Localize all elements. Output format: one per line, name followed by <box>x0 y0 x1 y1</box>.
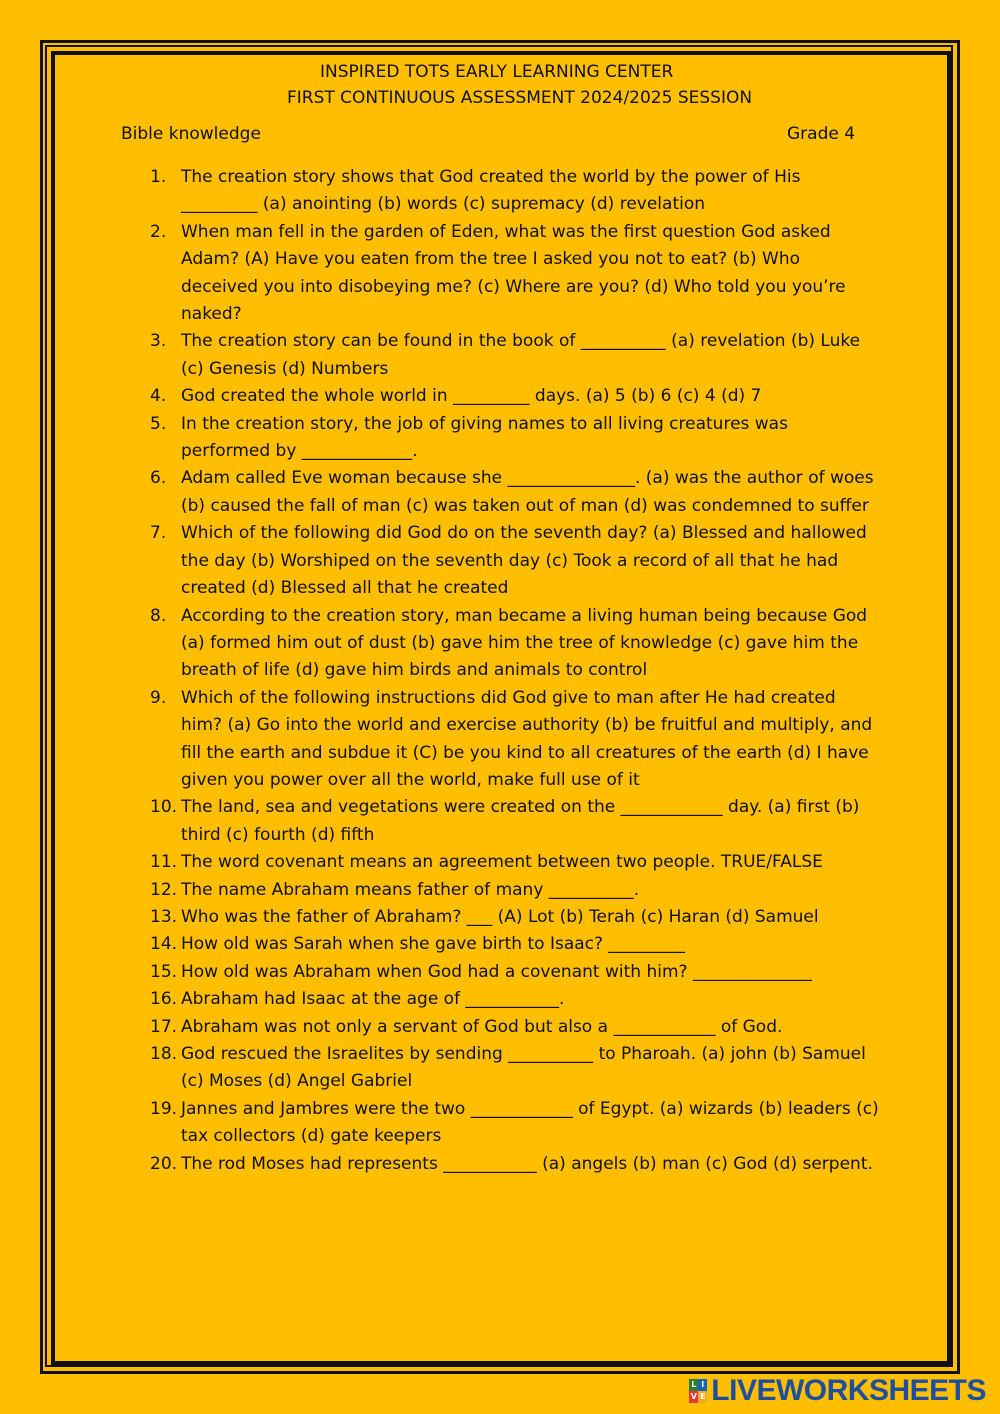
question-item <box>150 685 880 795</box>
question-item <box>150 328 880 383</box>
question-text: How old was Sarah when she gave birth to Isaac? _________ <box>181 934 685 955</box>
question-text: The land, sea and vegetations were created on the ____________ day. (a) first (b) third (c) fourth (d) fifth <box>181 797 860 845</box>
question-text: When man fell in the garden of Eden, what was the first question God asked Adam? (A) Have you eaten from the tree I asked you not to eat? (b) Who deceived you into disobeying me? (c) Where are you? (d) Who told you you’re naked? <box>181 221 846 325</box>
assessment-title: FIRST CONTINUOUS ASSESSMENT 2024/2025 SESSION <box>287 88 753 108</box>
question-number: 20. <box>150 1153 178 1174</box>
question-number: 17. <box>150 1016 178 1037</box>
question-text: The name Abraham means father of many __________. <box>181 879 640 900</box>
question-item <box>150 986 880 1013</box>
question-text: The creation story can be found in the book of __________ (a) revelation (b) Luke (c) Genesis (d) Numbers <box>181 331 861 379</box>
question-number: 11. <box>150 852 178 873</box>
question-text: Abraham was not only a servant of God but also a ____________ of God. <box>181 1016 783 1037</box>
question-number: 18. <box>150 1044 178 1064</box>
liveworksheets-brand[interactable] <box>689 1374 986 1408</box>
question-item <box>150 219 880 329</box>
question-number: 13. <box>150 906 178 927</box>
question-number: 3. <box>150 331 167 352</box>
question-number: 14. <box>150 934 178 955</box>
question-item <box>150 1151 880 1178</box>
question-text: According to the creation story, man became a living human being because God (a) formed him out of dust (b) gave him the tree of knowledge (c) gave him the breath of life (d) gave him birds and animals to control <box>181 605 868 681</box>
liveworksheets-logo-icon <box>689 1379 707 1403</box>
question-item <box>150 603 880 685</box>
question-item <box>150 849 880 876</box>
question-text: In the creation story, the job of giving names to all living creatures was performed by _____________. <box>181 413 788 462</box>
question-item <box>150 904 880 931</box>
question-number: 12. <box>150 879 178 900</box>
question-text: The word covenant means an agreement between two people. TRUE/FALSE <box>181 852 823 873</box>
question-item <box>150 931 880 958</box>
question-number: 5. <box>150 413 167 434</box>
question-item <box>150 877 880 904</box>
question-number: 8. <box>150 605 167 626</box>
question-text: Which of the following instructions did God give to man after He had created him? (a) Go into the world and exercise authority (b) be fruitful and multiply, and fill the earth and subdue it (C) be you kind to all creatures of the earth (d) I have given you power over all the world, make full use of it <box>181 687 873 790</box>
question-text: The creation story shows that God created the world by the power of His _________ (a) anointing (b) words (c) supremacy (d) revelation <box>181 167 801 215</box>
question-text: The rod Moses had represents ___________ (a) angels (b) man (c) God (d) serpent. <box>181 1153 873 1174</box>
school-name: INSPIRED TOTS EARLY LEARNING CENTER <box>320 62 674 82</box>
question-text: Jannes and Jambres were the two ____________ of Egypt. (a) wizards (b) leaders (c) tax collectors (d) gate keepers <box>181 1098 879 1147</box>
question-number: 19. <box>150 1098 178 1119</box>
question-item <box>150 520 880 602</box>
question-number: 16. <box>150 989 178 1010</box>
logo-letter: E <box>700 1392 706 1401</box>
question-list <box>150 164 880 1178</box>
logo-letter: V <box>690 1392 697 1401</box>
question-number: 7. <box>150 523 167 544</box>
question-item <box>150 1041 880 1096</box>
question-number: 6. <box>150 468 167 489</box>
question-number: 1. <box>150 167 167 187</box>
question-number: 15. <box>150 961 178 982</box>
question-number: 10. <box>150 797 178 818</box>
question-item <box>150 465 880 520</box>
question-item <box>150 164 880 219</box>
logo-letter: L <box>691 1380 697 1389</box>
question-text: Abraham had Isaac at the age of ___________. <box>181 989 565 1010</box>
grade-label: Grade 4 <box>787 124 856 144</box>
question-number: 4. <box>150 386 167 407</box>
subject-label: Bible knowledge <box>121 124 261 144</box>
liveworksheets-wordmark: LIVEWORKSHEETS <box>711 1374 986 1407</box>
question-text: How old was Abraham when God had a covenant with him? ______________ <box>181 961 812 982</box>
question-text: God created the whole world in _________ days. (a) 5 (b) 6 (c) 4 (d) 7 <box>181 386 762 407</box>
question-item <box>150 1096 880 1151</box>
question-item <box>150 383 880 410</box>
question-text: Who was the father of Abraham? ___ (A) Lot (b) Terah (c) Haran (d) Samuel <box>181 906 819 927</box>
question-text: Which of the following did God do on the seventh day? (a) Blessed and hallowed the day (b) Worshiped on the seventh day (c) Took a record of all that he had created (d) Blessed all that he created <box>181 523 867 599</box>
logo-letter: I <box>698 1379 707 1391</box>
question-item <box>150 794 880 849</box>
question-item <box>150 1014 880 1041</box>
question-number: 9. <box>150 687 167 708</box>
question-number: 2. <box>150 221 167 242</box>
question-item <box>150 411 880 466</box>
question-text: Adam called Eve woman because she _______________. (a) was the author of woes (b) caused the fall of man (c) was taken out of man (d) was condemned to suffer <box>181 468 874 516</box>
question-item <box>150 959 880 986</box>
question-text: God rescued the Israelites by sending __________ to Pharoah. (a) john (b) Samuel (c) Moses (d) Angel Gabriel <box>181 1044 866 1092</box>
